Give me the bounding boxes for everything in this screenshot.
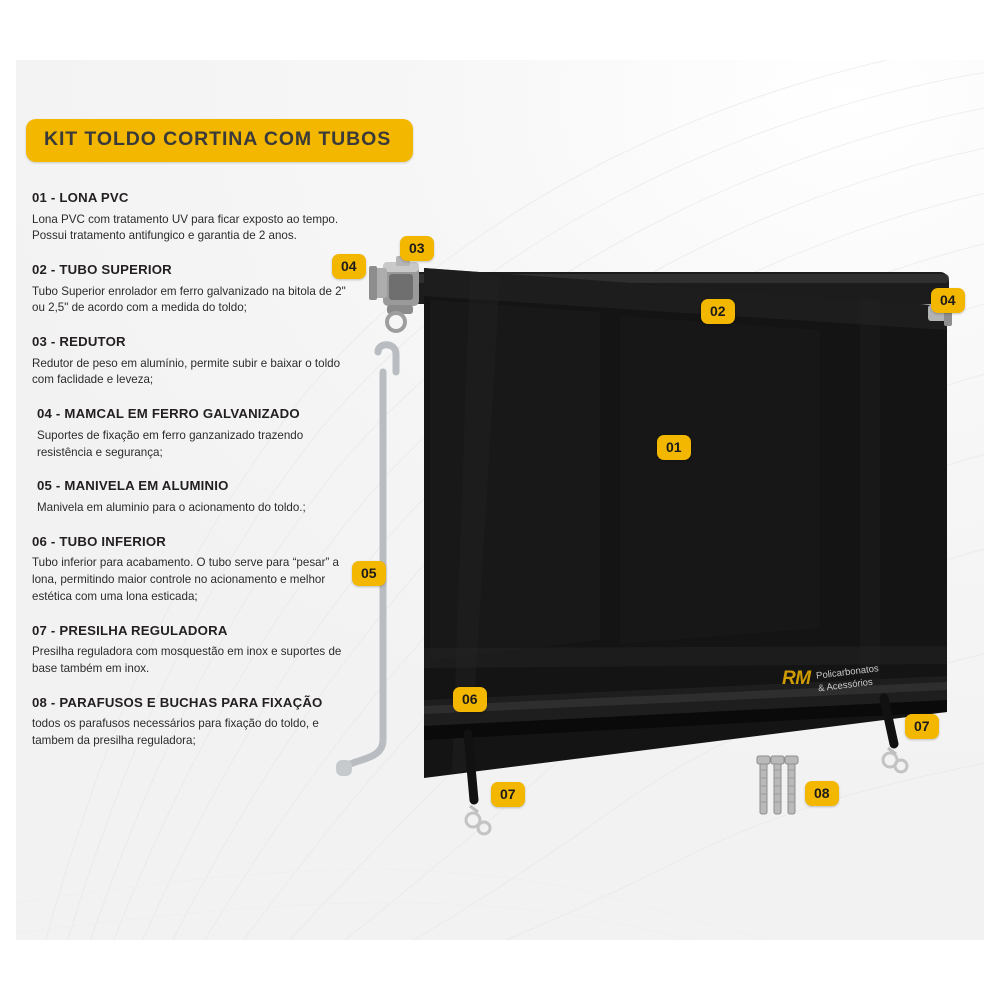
spec-item-body: Tubo inferior para acabamento. O tubo serve para “pesar” a lona, permitindo maior controle no acionamento e melhor estética com uma lona esticada; <box>32 556 339 603</box>
spec-item-body: Manivela em aluminio para o acionamento do toldo.; <box>37 500 306 514</box>
spec-item-body: Suportes de fixação em ferro ganzanizado trazendo resistência e segurança; <box>37 428 304 459</box>
callout-badge-05: 05 <box>352 561 386 586</box>
spec-item-body: todos os parafusos necessários para fixação do toldo, e tambem da presilha reguladora; <box>32 717 319 747</box>
callout-badge-06: 06 <box>453 687 487 712</box>
spec-item-body: Tubo Superior enrolador em ferro galvanizado na bitola de 2" ou 2,5" de acordo com a medida do toldo; <box>32 284 346 315</box>
crank-handle <box>342 345 396 770</box>
callout-badge-01: 01 <box>657 435 691 460</box>
spec-item-title: 03 - REDUTOR <box>32 334 126 350</box>
reducer-gearbox <box>383 256 419 331</box>
spec-item-title: 02 - TUBO SUPERIOR <box>32 262 172 278</box>
crank-handle-grip <box>336 760 352 776</box>
spec-item-title: 05 - MANIVELA EM ALUMINIO <box>37 478 229 494</box>
spec-item-title: 04 - MAMCAL EM FERRO GALVANIZADO <box>37 406 300 422</box>
callout-badge-04: 04 <box>931 288 965 313</box>
brand-watermark <box>782 664 902 700</box>
spec-item-body: Redutor de peso em alumínio, permite subir e baixar o toldo com faclidade e leveza; <box>32 356 341 387</box>
callout-badge-07: 07 <box>905 714 939 739</box>
spec-item-title: 06 - TUBO INFERIOR <box>32 533 167 549</box>
watermark-brand: RM <box>782 668 811 689</box>
spec-item-title: 01 - LONA PVC <box>32 190 129 205</box>
spec-item-body: Presilha reguladora com mosquestão em inox e suportes de base também em inox. <box>32 645 342 675</box>
spec-item-body: Lona PVC com tratamento UV para ficar exposto ao tempo. Possui tratamento antifungico e garantia de 2 anos. <box>32 212 339 243</box>
wall-bracket-left <box>369 266 387 300</box>
callout-badge-04: 04 <box>332 254 366 279</box>
watermark-line-2: & Acessórios <box>817 676 874 695</box>
callout-badge-08: 08 <box>805 781 839 806</box>
callout-badge-03: 03 <box>400 236 434 261</box>
callout-badge-02: 02 <box>701 299 735 324</box>
screws-and-anchors <box>757 756 798 814</box>
spec-item-title: 08 - PARAFUSOS E BUCHAS PARA FIXAÇÃO <box>32 694 323 710</box>
spec-item-title: 07 - PRESILHA REGULADORA <box>32 622 228 638</box>
watermark-line-1: Policarbonatos <box>815 663 880 682</box>
page-title-text: KIT TOLDO CORTINA COM TUBOS <box>44 128 392 150</box>
callout-badge-07: 07 <box>491 782 525 807</box>
